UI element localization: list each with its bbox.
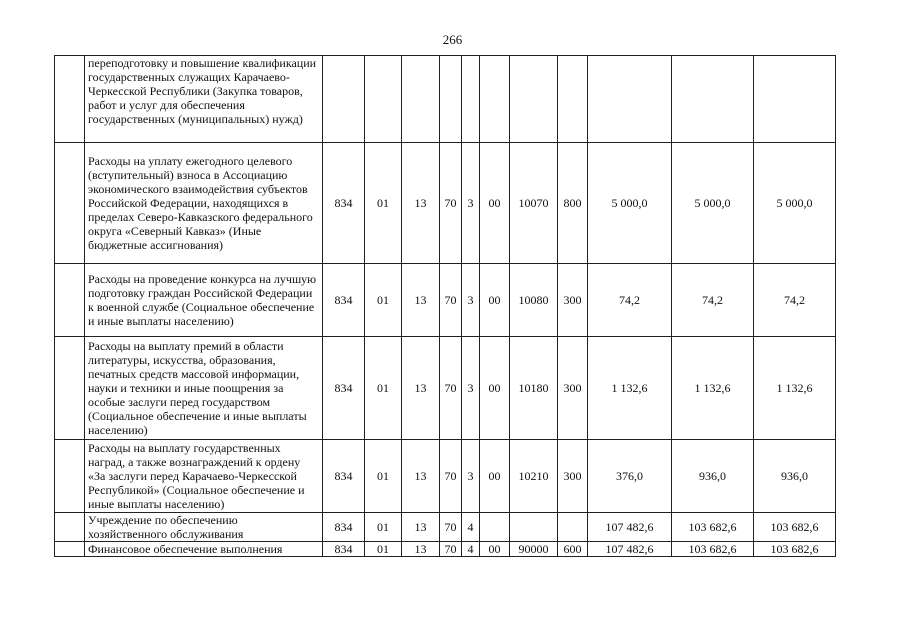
program-code-cell: 70 — [440, 337, 462, 440]
ministry-code-cell: 834 — [323, 542, 365, 557]
ministry-code-cell: 834 — [323, 143, 365, 264]
row-number-cell — [55, 542, 85, 557]
table-row — [55, 56, 836, 143]
program-code-cell: 70 — [440, 542, 462, 557]
section-code-cell: 01 — [365, 143, 402, 264]
ministry-code-cell: 834 — [323, 440, 365, 513]
description-cell: переподготовку и повышение квалификации государственных служащих Карачаево-Черкесской Республики (Закупка товаров, работ и услуг для обеспечения государственных (муниципальных) нужд) — [85, 56, 323, 143]
amount-year1-cell: 5 000,0 — [588, 143, 672, 264]
amount-year2-cell: 103 682,6 — [672, 513, 754, 542]
expense-type-code-cell: 300 — [558, 440, 588, 513]
description-cell: Расходы на выплату государственных наград, а также вознаграждений к ордену «За заслуги перед Карачаево-Черкесской Республикой» (Социальное обеспечение и иные выплаты населению) — [85, 440, 323, 513]
section-code-cell: 01 — [365, 264, 402, 337]
amount-year3-cell: 5 000,0 — [754, 143, 836, 264]
amount-year3-cell: 103 682,6 — [754, 542, 836, 557]
row-number-cell — [55, 56, 85, 143]
event-code-cell: 00 — [480, 264, 510, 337]
ministry-code-cell: 834 — [323, 513, 365, 542]
program-code-cell: 70 — [440, 440, 462, 513]
subprogram-code-cell — [462, 56, 480, 143]
expense-type-code-cell — [558, 513, 588, 542]
expense-type-code-cell: 600 — [558, 542, 588, 557]
event-code-cell: 00 — [480, 542, 510, 557]
amount-year2-cell: 5 000,0 — [672, 143, 754, 264]
row-number-cell — [55, 264, 85, 337]
table-row — [55, 513, 836, 542]
row-number-cell — [55, 440, 85, 513]
table-row — [55, 264, 836, 337]
expense-type-code-cell: 300 — [558, 264, 588, 337]
description-cell: Учреждение по обеспечению хозяйственного обслуживания — [85, 513, 323, 542]
description-cell: Расходы на выплату премий в области литературы, искусства, образования, печатных средств массовой информации, науки и техники и иные поощрения за особые заслуги перед государством (Социальное обеспечение и иные выплаты населению) — [85, 337, 323, 440]
amount-year1-cell: 107 482,6 — [588, 513, 672, 542]
subprogram-code-cell: 4 — [462, 542, 480, 557]
subprogram-code-cell: 3 — [462, 337, 480, 440]
subsection-code-cell: 13 — [402, 542, 440, 557]
table-row — [55, 143, 836, 264]
amount-year1-cell: 74,2 — [588, 264, 672, 337]
row-number-cell — [55, 337, 85, 440]
ministry-code-cell: 834 — [323, 264, 365, 337]
expense-type-code-cell — [558, 56, 588, 143]
subsection-code-cell: 13 — [402, 513, 440, 542]
subsection-code-cell — [402, 56, 440, 143]
row-number-cell — [55, 513, 85, 542]
event-code-cell — [480, 513, 510, 542]
amount-year2-cell: 936,0 — [672, 440, 754, 513]
subprogram-code-cell: 3 — [462, 264, 480, 337]
amount-year1-cell: 1 132,6 — [588, 337, 672, 440]
amount-year1-cell: 376,0 — [588, 440, 672, 513]
event-code-cell: 00 — [480, 143, 510, 264]
budget-table — [54, 55, 836, 557]
table-row — [55, 542, 836, 557]
section-code-cell — [365, 56, 402, 143]
page-number: 266 — [442, 32, 463, 47]
amount-year1-cell — [588, 56, 672, 143]
direction-code-cell: 90000 — [510, 542, 558, 557]
ministry-code-cell — [323, 56, 365, 143]
amount-year2-cell: 1 132,6 — [672, 337, 754, 440]
direction-code-cell: 10070 — [510, 143, 558, 264]
row-number-cell — [55, 143, 85, 264]
description-cell: Финансовое обеспечение выполнения — [85, 542, 323, 557]
subsection-code-cell: 13 — [402, 264, 440, 337]
program-code-cell — [440, 56, 462, 143]
event-code-cell — [480, 56, 510, 143]
event-code-cell: 00 — [480, 337, 510, 440]
amount-year1-cell: 107 482,6 — [588, 542, 672, 557]
description-cell: Расходы на проведение конкурса на лучшую подготовку граждан Российской Федерации к военной службе (Социальное обеспечение и иные выплаты населению) — [85, 264, 323, 337]
description-cell: Расходы на уплату ежегодного целевого (вступительный) взноса в Ассоциацию экономического взаимодействия субъектов Российской Федерации, находящихся в пределах Северо-Кавказского федерального округа «Северный Кавказ» (Иные бюджетные ассигнования) — [85, 143, 323, 264]
amount-year2-cell — [672, 56, 754, 143]
amount-year3-cell — [754, 56, 836, 143]
amount-year2-cell: 74,2 — [672, 264, 754, 337]
ministry-code-cell: 834 — [323, 337, 365, 440]
subprogram-code-cell: 4 — [462, 513, 480, 542]
section-code-cell: 01 — [365, 513, 402, 542]
table-row — [55, 337, 836, 440]
program-code-cell: 70 — [440, 264, 462, 337]
expense-type-code-cell: 800 — [558, 143, 588, 264]
program-code-cell: 70 — [440, 143, 462, 264]
direction-code-cell: 10180 — [510, 337, 558, 440]
direction-code-cell — [510, 56, 558, 143]
subsection-code-cell: 13 — [402, 337, 440, 440]
expense-type-code-cell: 300 — [558, 337, 588, 440]
amount-year3-cell: 1 132,6 — [754, 337, 836, 440]
direction-code-cell: 10210 — [510, 440, 558, 513]
amount-year3-cell: 936,0 — [754, 440, 836, 513]
table-row — [55, 440, 836, 513]
subprogram-code-cell: 3 — [462, 440, 480, 513]
subsection-code-cell: 13 — [402, 143, 440, 264]
subsection-code-cell: 13 — [402, 440, 440, 513]
amount-year2-cell: 103 682,6 — [672, 542, 754, 557]
section-code-cell: 01 — [365, 542, 402, 557]
direction-code-cell — [510, 513, 558, 542]
program-code-cell: 70 — [440, 513, 462, 542]
amount-year3-cell: 74,2 — [754, 264, 836, 337]
section-code-cell: 01 — [365, 337, 402, 440]
event-code-cell: 00 — [480, 440, 510, 513]
amount-year3-cell: 103 682,6 — [754, 513, 836, 542]
direction-code-cell: 10080 — [510, 264, 558, 337]
subprogram-code-cell: 3 — [462, 143, 480, 264]
section-code-cell: 01 — [365, 440, 402, 513]
